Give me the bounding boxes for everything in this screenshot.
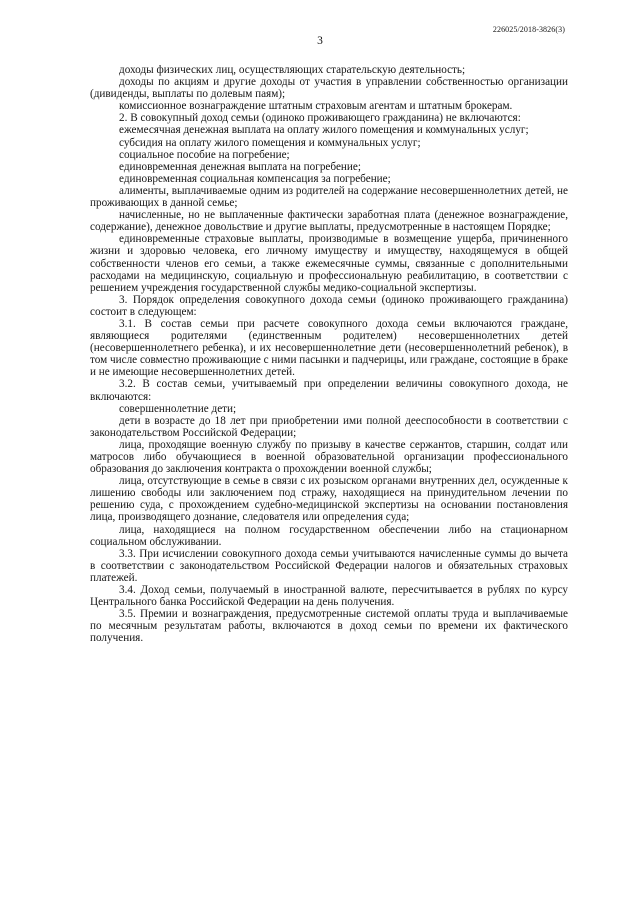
paragraph: лица, находящиеся на полном государственном обеспечении либо на стационарном социальном обслуживании. bbox=[90, 523, 568, 548]
paragraph: 2. В совокупный доход семьи (одиноко проживающего гражданина) не включаются: bbox=[119, 112, 521, 125]
paragraph: 3.4. Доход семьи, получаемый в иностранной валюте, пересчитывается в рублях по курсу Центрального банка Российской Федерации на день получения. bbox=[90, 584, 568, 609]
paragraph: доходы по акциям и другие доходы от участия в управлении собственностью организации (дивиденды, выплаты по долевым паям); bbox=[90, 76, 568, 101]
paragraph: 3.3. При исчислении совокупного дохода семьи учитываются начисленные суммы до вычета в соответствии с законодательством Российской Федерации налогов и обязательных страховых платежей. bbox=[90, 547, 568, 584]
paragraph: дети в возрасте до 18 лет при приобретении ими полной дееспособности в соответствии с законодательством Российской Федерации; bbox=[90, 414, 568, 439]
paragraph: социальное пособие на погребение; bbox=[119, 148, 290, 161]
paragraph: единовременные страховые выплаты, производимые в возмещение ущерба, причиненного жизни и здоровью человека, его личному имуществу и имуществу, находящемуся в общей собственности членов его семьи, а также ежемесячные суммы, связанные с дополнительными расходами на медицинскую, социальную и профессиональную реабилитацию, в соответствии с решением учреждения государственной службы медико-социальной экспертизы. bbox=[90, 233, 568, 294]
paragraph: начисленные, но не выплаченные фактически заработная плата (денежное вознаграждение, содержание), денежное довольствие и другие выплаты, предусмотренные в настоящем Порядке; bbox=[90, 209, 568, 234]
paragraph: единовременная социальная компенсация за погребение; bbox=[119, 172, 391, 185]
page-number: 3 bbox=[317, 35, 323, 47]
paragraph: ежемесячная денежная выплата на оплату жилого помещения и коммунальных услуг; bbox=[119, 124, 529, 137]
paragraph: лица, проходящие военную службу по призыву в качестве сержантов, старшин, солдат или матросов либо обучающиеся в военной образовательной организации профессионального образования до заключения контракта о прохождении военной службы; bbox=[90, 438, 568, 476]
paragraph: 3.2. В состав семьи, учитываемый при определении величины совокупного дохода, не включаются: bbox=[90, 378, 568, 403]
document-body bbox=[90, 64, 568, 645]
paragraph: доходы физических лиц, осуществляющих старательскую деятельность; bbox=[119, 64, 466, 76]
paragraph: субсидия на оплату жилого помещения и коммунальных услуг; bbox=[119, 136, 421, 149]
paragraph: совершеннолетние дети; bbox=[119, 402, 237, 415]
paragraph: комиссионное вознаграждение штатным страховым агентам и штатным брокерам. bbox=[119, 100, 513, 113]
paragraph: единовременная денежная выплата на погребение; bbox=[119, 160, 361, 173]
paragraph: лица, отсутствующие в семье в связи с их розыском органами внутренних дел, осужденные к лишению свободы или заключением под стражу, находящиеся на принудительном лечении по решению суда, с прохождением судебно-медицинской экспертизы на основании постановления лица, производящего дознание, следователя или определения суда; bbox=[90, 475, 568, 524]
paragraph: алименты, выплачиваемые одним из родителей на содержание несовершеннолетних детей, не проживающих в данной семье; bbox=[90, 184, 568, 210]
paragraph: 3.1. В состав семьи при расчете совокупного дохода семьи включаются граждане, являющиеся родителями (единственным родителем) несовершеннолетних детей (несовершеннолетнего ребенка), и их несовершеннолетние дети (несовершеннолетний ребенок), в том числе совместно проживающие с ними пасынки и падчерицы, или граждане, состоящие в браке и не имеющие несовершеннолетних детей. bbox=[90, 317, 568, 379]
paragraph: 3.5. Премии и вознаграждения, предусмотренные системой оплаты труда и выплачиваемые по месячным результатам работы, включаются в доход семьи по времени их фактического получения. bbox=[90, 608, 568, 645]
paragraph: 3. Порядок определения совокупного дохода семьи (одиноко проживающего гражданина) состоит в следующем: bbox=[90, 293, 568, 318]
document-code: 226025/2018-3826(3) bbox=[492, 25, 565, 34]
